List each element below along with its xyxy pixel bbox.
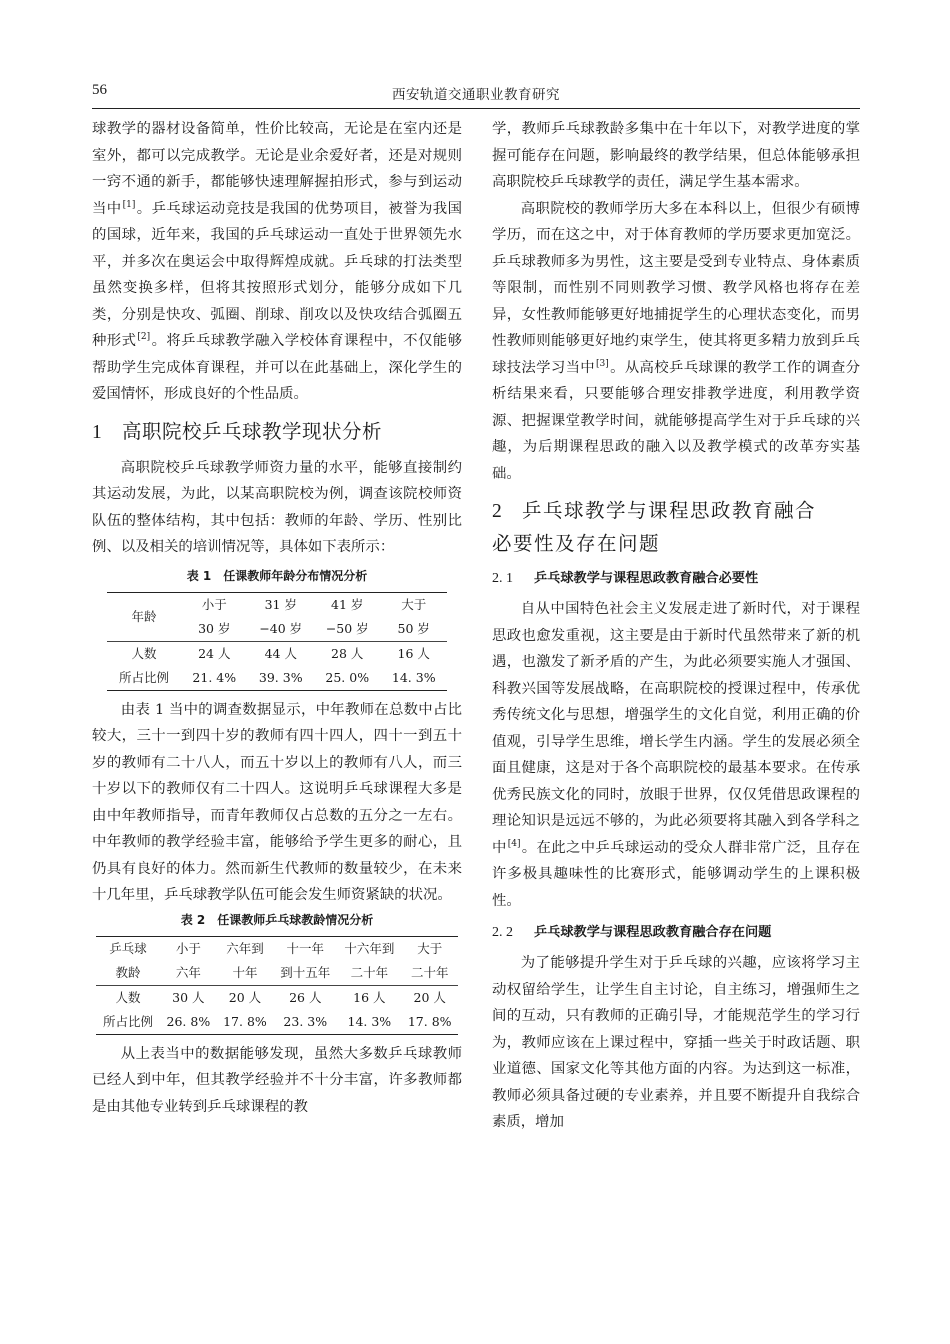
table-header-cell: 六年到 [217,936,274,961]
table-cell: 16 人 [380,641,447,666]
citation[interactable]: [2] [137,332,151,343]
table-row [96,1010,458,1035]
table-header-cell: 到十五年 [280,964,331,980]
table-header-cell: 50 岁 [397,620,430,636]
table-cell: 14. 3% [380,666,447,691]
journal-title: 西安轨道交通职业教育研究 [392,87,560,103]
table-cell: 23. 3% [273,1010,337,1035]
table-cell: 17. 8% [217,1010,274,1035]
row-label: 人数 [107,641,181,666]
table-cell: 17. 8% [401,1010,458,1035]
page-number: 56 [92,82,107,98]
table-header-cell: −50 岁 [325,620,369,636]
citation[interactable]: [4] [507,838,521,849]
table-cell: 25. 0% [314,666,380,691]
paragraph: 球教学的器材设备简单，性价比较高，无论是在室内还是室外，都可以完成教学。无论是业余爱好者，还是对规则一窍不通的新手，都能够快速理解握拍形式，参与到运动当中[1]。乒乓球运动竞技是我国的优势项目，被誉为我国的国球，近年来，我国的乒乓球运动一直处于世界领先水平，并多次在奥运会中取得辉煌成就。乒乓球的打法类型虽然变换多样，但将其按照形式划分，能够分成如下几类，分别是快攻、弧圈、削球、削攻以及快攻结合弧圈五种形式[2]。将乒乓球教学融入学校体育课程中，不仅能够帮助学生完成体育课程，并可以在此基础上，深化学生的爱国情怀，形成良好的个性品质。 [92,121,462,402]
table-row [96,985,458,1010]
row-label: 所占比例 [96,1010,160,1035]
table-header-cell: 十六年到 [337,936,401,961]
table-header-cell: 教龄 [115,964,141,980]
table-2-caption: 表 2 任课教师乒乓球教龄情况分析 [180,912,374,927]
table-header-cell: 小于 [181,592,247,617]
section-heading-2: 2 乒乓球教学与课程思政教育融合 必要性及存在问题 [492,499,817,555]
table-cell: 26 人 [273,985,337,1010]
table-cell: 14. 3% [337,1010,401,1035]
table-cell: 21. 4% [181,666,247,691]
table-cell: 30 人 [160,985,217,1010]
paragraph: 从上表当中的数据能够发现，虽然大多数乒乓球教师已经人到中年，但其教学经验并不十分丰富，许多教师都是由其他专业转到乒乓球课程的教 [92,1045,462,1115]
table-header-cell: 30 岁 [198,620,231,636]
table-header-cell: 十一年 [273,936,337,961]
table-2-teaching-years [96,936,458,1035]
table-1-age-distribution [107,592,447,691]
table-cell: 24 人 [181,641,247,666]
table-header-cell: 小于 [160,936,217,961]
table-header-cell: 二十年 [350,964,389,980]
table-cell: 26. 8% [160,1010,217,1035]
table-header-cell: −40 岁 [259,620,303,636]
table-cell: 39. 3% [248,666,314,691]
table-header-cell: 十年 [232,964,258,980]
table-cell: 44 人 [248,641,314,666]
citation[interactable]: [3] [596,358,609,369]
table-header-cell: 二十年 [410,964,449,980]
running-header [92,82,860,109]
citation[interactable]: [1] [122,199,136,210]
subsection-heading-2-2: 2. 2 乒乓球教学与课程思政教育融合存在问题 [492,925,772,940]
table-header-cell: 31 岁 [248,592,314,617]
table-cell: 20 人 [401,985,458,1010]
paragraph: 由表 1 当中的调查数据显示，中年教师在总数中占比较大，三十一到四十岁的教师有四十四人，四十一到五十岁的教师有二十八人，而五十岁以上的教师有八人，而三十岁以下的教师仅有二十四人。这说明乒乓球课程大多是由中年教师指导，而青年教师仅占总数的五分之一左右。中年教师的教学经验丰富，能够给予学生更多的耐心，且仍具有良好的体力。然而新生代教师的数量较少，在未来十几年里，乒乓球教学队伍可能会发生师资紧缺的状况。 [92,701,462,903]
row-label: 所占比例 [107,666,181,691]
paragraph: 高职院校乒乓球教学师资力量的水平，能够直接制约其运动发展，为此，以某高职院校为例，调查该院校师资队伍的整体结构，其中包括：教师的年龄、学历、性别比例、以及相关的培训情况等，具体如下表所示： [92,459,462,555]
table-cell: 20 人 [217,985,274,1010]
left-column [92,116,462,1120]
subsection-heading-2-1: 2. 1 乒乓球教学与课程思政教育融合必要性 [492,571,759,586]
section-heading-1: 1 高职院校乒乓球教学现状分析 [92,419,383,443]
paragraph: 高职院校的教师学历大多在本科以上，但很少有硕博学历，而在这之中，对于体育教师的学历要求更加宽泛。乒乓球教师多为男性，这主要是受到专业特点、身体素质等限制，而性别不同则教学习惯、教学风格也将存在差异，女性教师能够更好地捕捉学生的心理状态变化，而男性教师则能够更好地约束学生，使其将更多精力放到乒乓球技法学习当中[3]。从高校乒乓球课的教学工作的调查分析结果来看，只要能够合理安排教学进度，利用教学资源、把握课堂教学时间，就能够提高学生对于乒乓球的兴趣，为后期课程思政的融入以及教学模式的改革夯实基础。 [492,200,860,482]
paragraph: 自从中国特色社会主义发展走进了新时代，对于课程思政也愈发重视，这主要是由于新时代虽然带来了新的机遇，也激发了新矛盾的产生，为此必须要实施人才强国、科教兴国等发展战略，在高职院校的授课过程中，传承优秀传统文化与思想，增强学生的文化自觉，利用正确的价值观，引导学生思维，增长学生内涵。学生的发展必须全面且健康，这是对于各个高职院校的最基本要求。在传承优秀民族文化的同时，放眼于世界，仅仅凭借思政课程的理论知识是远远不够的，为此必须要将其融入到各学科之中[4]。在此之中乒乓球运动的受众人群非常广泛，且存在许多极具趣味性的比赛形式，能够调动学生的上课积极性。 [492,601,860,909]
table-header-cell: 年龄 [107,592,181,641]
table-row [107,641,447,666]
table-header-cell: 六年 [175,964,201,980]
row-label: 人数 [96,985,160,1010]
paragraph: 学，教师乒乓球教龄多集中在十年以下，对教学进度的掌握可能存在问题，影响最终的教学结果，但总体能够承担高职院校乒乓球教学的责任，满足学生基本需求。 [492,121,860,190]
table-1-caption: 表 1 任课教师年龄分布情况分析 [186,568,368,583]
right-column [492,116,860,1136]
paragraph: 为了能够提升学生对于乒乓球的兴趣，应该将学习主动权留给学生，让学生自主讨论，自主练习，增强师生之间的互动，只有教师的正确引导，才能规范学生的学习行为，教师应该在上课过程中，穿插一些关于时政话题、职业道德、国家文化等其他方面的内容。为达到这一标准，教师必须具备过硬的专业素养，并且要不断提升自我综合素质，增加 [492,955,860,1130]
table-header-cell: 乒乓球 [96,936,160,961]
table-cell: 16 人 [337,985,401,1010]
table-row [107,666,447,691]
table-cell: 28 人 [314,641,380,666]
table-header-cell: 41 岁 [314,592,380,617]
table-header-cell: 大于 [380,592,447,617]
table-header-cell: 大于 [401,936,458,961]
